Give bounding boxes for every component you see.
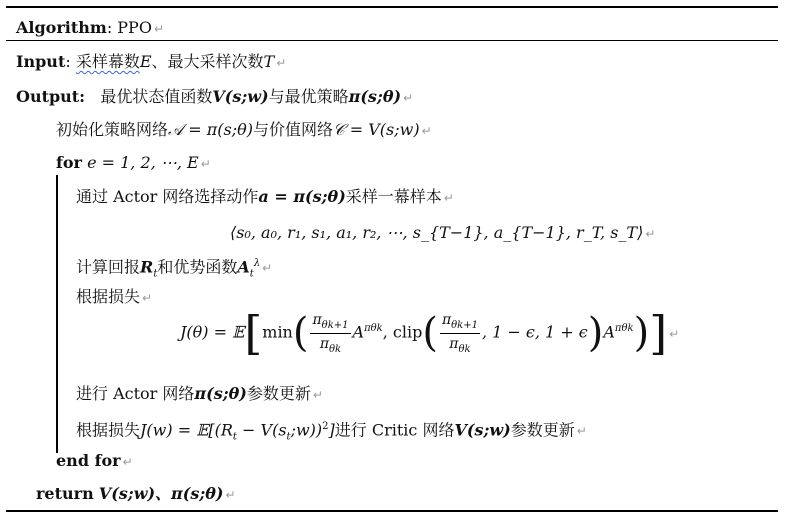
ppo-loss-equation: J(θ) = 𝔼[min( $\frac{\pi_{\theta k+1}}{\pi_{\theta k}}$ $A^{\pi\theta k}$, clip( $\frac{\pi_{\theta k+1}}{\pi_{\theta k}}$ , 1 − ϵ, $1 + \epsilon)A^{\pi\theta k}$)] ↵ [180, 306, 680, 360]
paragraph-mark-icon: ↵ [142, 291, 153, 305]
paragraph-mark-icon: ↵ [443, 191, 454, 205]
paragraph-mark-icon: ↵ [262, 261, 273, 276]
input-text: 采样幕数 [75, 52, 140, 71]
bottom-rule [6, 510, 778, 512]
paragraph-mark-icon: ↵ [645, 227, 656, 241]
algorithm-title [16, 17, 164, 40]
paragraph-mark-icon: ↵ [122, 455, 133, 469]
end-for-keyword: end for [56, 451, 121, 470]
paragraph-mark-icon: ↵ [225, 488, 236, 502]
paragraph-mark-icon: ↵ [153, 22, 164, 36]
header-rule [6, 40, 778, 41]
output-line: Output: 最优状态值函数V(s;w)与最优策略π(s;θ) ↵ [16, 87, 414, 106]
paragraph-mark-icon: ↵ [669, 326, 680, 341]
output-label: Output: [16, 87, 86, 106]
paragraph-mark-icon: ↵ [200, 157, 211, 171]
ratio-fraction: $\frac{\pi_{\theta k+1}}{\pi_{\theta k}}$ [312, 311, 349, 355]
paragraph-mark-icon: ↵ [421, 124, 432, 138]
return-keyword: return [36, 484, 94, 503]
loop-bracket [56, 175, 58, 453]
for-keyword: for [56, 153, 82, 172]
trajectory: ⟨s₀, a₀, r₁, s₁, a₁, r₂, ⋯, s_{T−1}, a_{T−1}, r_T, s_T⟩ ↵ [230, 223, 656, 242]
paragraph-mark-icon: ↵ [276, 56, 287, 70]
step-update-actor: 进行 Actor 网络π(s;θ)参数更新 ↵ [76, 384, 323, 403]
paragraph-mark-icon: ↵ [576, 424, 587, 439]
step-update-critic: 根据损失$J(w) = 𝔼[(R_t$ − $V(s_t;w))^2$]进行 Critic 网络V(s;w)参数更新 ↵ [76, 420, 587, 443]
step-compute-return: 计算回报$R_t$和优势函数$A_t^\lambda$ ↵ [76, 257, 273, 280]
step-loss-label: 根据损失 ↵ [76, 287, 153, 306]
paragraph-mark-icon: ↵ [403, 91, 414, 105]
init-line: 初始化策略网络𝒜 = π(s;θ)与价值网络𝒞 = V(s;w) ↵ [56, 120, 432, 139]
algorithm-label: Algorithm [16, 18, 107, 37]
top-rule [6, 6, 778, 8]
for-line: for e = 1, 2, ⋯, E ↵ [56, 153, 211, 172]
step-select-action: 通过 Actor 网络选择动作a = π(s;θ)采样一幕样本 ↵ [76, 187, 454, 206]
input-label: Input [16, 52, 66, 71]
end-for-line [56, 450, 133, 473]
algorithm-name: : PPO [106, 18, 152, 37]
clip-ratio-fraction: $\frac{\pi_{\theta k+1}}{\pi_{\theta k}}$ [441, 311, 478, 355]
paragraph-mark-icon: ↵ [312, 388, 323, 402]
return-line: return V(s;w)、π(s;θ) ↵ [36, 484, 236, 503]
input-line: Input: 采样幕数E、最大采样次数T ↵ [16, 52, 287, 71]
